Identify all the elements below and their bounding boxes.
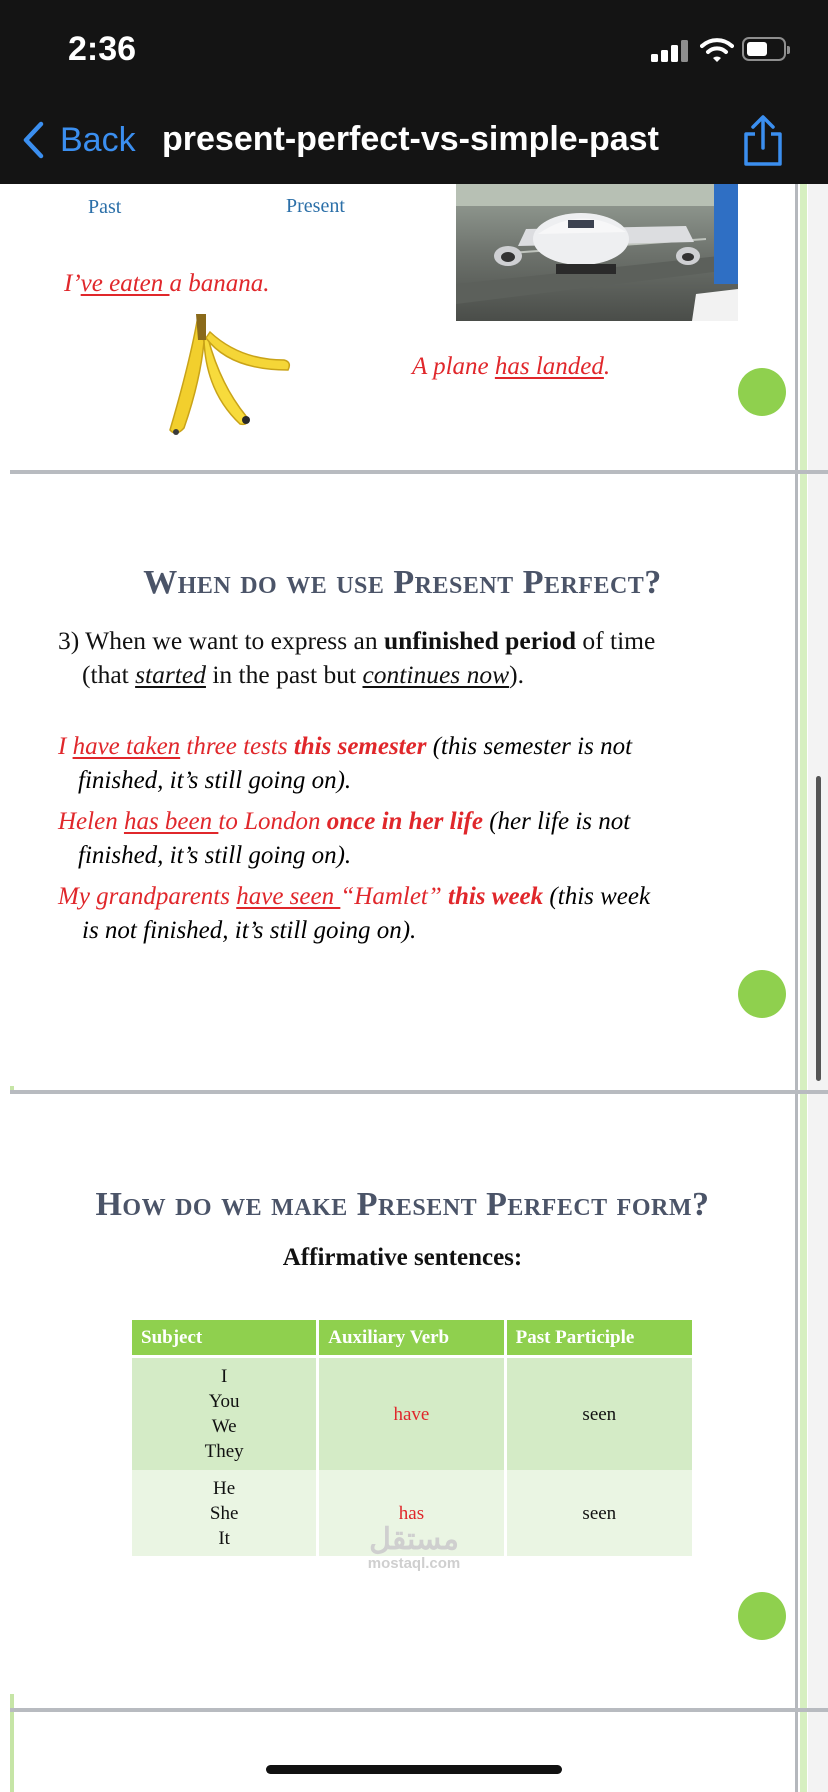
slide-3-heading: How do we make Present Perfect form? bbox=[95, 1186, 710, 1223]
header-auxiliary-verb: Auxiliary Verb bbox=[318, 1320, 505, 1357]
slide-2 bbox=[10, 474, 795, 1086]
example-sentence-2: Helen has been to London once in her life (her life is not finished, it’s still going on). bbox=[58, 808, 631, 869]
auxiliary-cell: have bbox=[318, 1357, 505, 1471]
wifi-icon bbox=[700, 36, 734, 64]
slide-2-heading: When do we use Present Perfect? bbox=[143, 564, 662, 601]
airplane-image bbox=[456, 184, 738, 321]
auxiliary-cell: has bbox=[318, 1470, 505, 1556]
header-past-participle: Past Participle bbox=[505, 1320, 692, 1357]
battery-icon bbox=[742, 37, 786, 61]
usage-point-3: 3) When we want to express an unfinished period of time (that started in the past but continues now). bbox=[58, 626, 656, 689]
present-perfect-table bbox=[132, 1320, 692, 1556]
watermark bbox=[330, 1525, 498, 1572]
back-button[interactable] bbox=[22, 118, 136, 162]
cellular-signal-icon bbox=[651, 40, 689, 62]
banana-example-sentence: I’ve eaten a banana. bbox=[64, 270, 270, 297]
back-label: Back bbox=[60, 120, 136, 159]
header-subject: Subject bbox=[132, 1320, 318, 1357]
share-icon[interactable] bbox=[740, 114, 786, 168]
participle-cell: seen bbox=[582, 1403, 617, 1425]
watermark-latin: mostaql.com bbox=[367, 1555, 461, 1572]
subject-cell: He She It bbox=[132, 1470, 318, 1556]
timeline-present-label: Present bbox=[286, 195, 345, 217]
slide-2-action-button[interactable] bbox=[738, 970, 786, 1018]
subject-cell: I You We They bbox=[132, 1357, 318, 1471]
plane-example-sentence: A plane has landed. bbox=[412, 353, 611, 380]
slide-3 bbox=[10, 1094, 795, 1694]
timeline-past-label: Past bbox=[88, 196, 122, 218]
slide-1-action-button[interactable] bbox=[738, 368, 786, 416]
banana-example-verb: ve eaten bbox=[80, 270, 170, 297]
table-header-row bbox=[132, 1320, 692, 1357]
document-title: present-perfect-vs-simple-past bbox=[162, 120, 659, 158]
navigation-bar bbox=[0, 100, 828, 184]
status-time: 2:36 bbox=[68, 30, 137, 68]
participle-cell: seen bbox=[582, 1502, 617, 1524]
plane-example-verb: has landed bbox=[494, 353, 604, 380]
example-sentence-1: I have taken three tests this semester (this semester is not finished, it’s still going on). bbox=[58, 733, 633, 794]
watermark-arabic: مستقل bbox=[369, 1523, 459, 1556]
unfinished-period-emphasis: unfinished period bbox=[383, 626, 577, 655]
chevron-left-icon bbox=[22, 121, 44, 159]
scrollbar[interactable] bbox=[816, 776, 821, 1081]
table-row bbox=[132, 1357, 692, 1471]
status-bar bbox=[0, 0, 828, 100]
slide-separator bbox=[10, 1708, 828, 1712]
affirmative-subheading: Affirmative sentences: bbox=[282, 1244, 523, 1271]
page-border-right bbox=[795, 184, 798, 1792]
page-accent-strip bbox=[800, 184, 807, 1792]
example-sentence-3: My grandparents have seen “Hamlet” this week (this week is not finished, it’s still going on). bbox=[58, 883, 651, 944]
banana-image bbox=[160, 312, 295, 442]
slide-3-action-button[interactable] bbox=[738, 1592, 786, 1640]
slide-1 bbox=[10, 184, 795, 470]
home-indicator[interactable] bbox=[266, 1765, 562, 1774]
